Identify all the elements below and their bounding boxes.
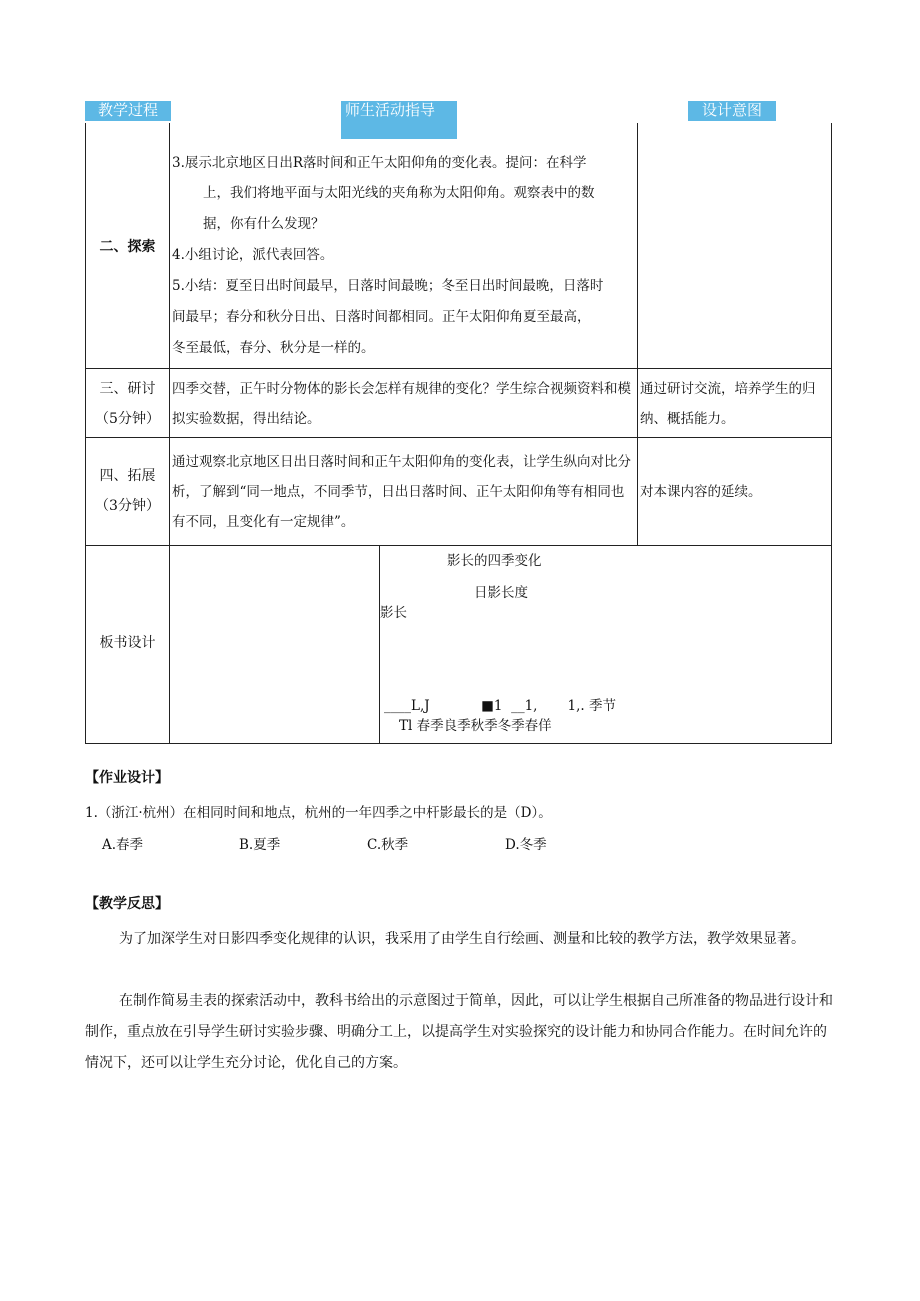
header-activity-guide: 师生活动指导 (341, 101, 457, 139)
reflection-heading: 【教学反思】 (85, 896, 169, 912)
discuss-activity: 四季交替，正午时分物体的影长会怎样有规律的变化？学生综合视频资料和模拟实验数据，得出结论。 (172, 381, 631, 427)
board-subtitle: 日影长度 (474, 585, 528, 601)
discuss-intent: 通过研讨交流，培养学生的归纳、概括能力。 (640, 381, 816, 427)
stage-explore: 二、探索 (99, 239, 156, 255)
board-axis-line: ____L,J ■1 __1, 1,. 季节 (384, 698, 616, 714)
stage-extend-title: 四、拓展 (99, 468, 156, 484)
reflection-paragraph-2: 在制作简易圭表的探索活动中，教科书给出的示意图过于简单，因此，可以让学生根据自己所准备的物品进行设计和制作，重点放在引导学生研讨实验步骤、明确分工上，以提高学生对实验探究的设计能力和协同合作能力。在时间允许的情况下，还可以让学生充分讨论，优化自己的方案。 (85, 993, 833, 1071)
option-a: A.春季 (102, 837, 144, 853)
reflection-paragraph-1: 为了加深学生对日影四季变化规律的认识，我采用了由学生自行绘画、测量和比较的教学方法，教学效果显著。 (119, 931, 805, 947)
explore-line-2: 上，我们将地平面与太阳光线的夹角称为太阳仰角。观察表中的数 (203, 185, 595, 201)
stage-extend (86, 461, 169, 521)
header-teaching-process: 教学过程 (85, 101, 171, 121)
header-design-intent: 设计意图 (688, 101, 776, 121)
board-seasons: Tl 春季良季秋季冬季春佯 (399, 718, 552, 734)
homework-question: 1.（浙江·杭州）在相同时间和地点，杭州的一年四季之中杆影最长的是（D）。 (85, 805, 552, 821)
option-b: B.夏季 (239, 837, 281, 853)
stage-discuss (86, 374, 169, 434)
explore-line-3: 据，你有什么发现？ (203, 216, 325, 232)
explore-line-1: 3.展示北京地区日出R落时间和正午太阳仰角的变化表。提问：在科学 (172, 155, 587, 171)
option-c: C.秋季 (367, 837, 409, 853)
explore-line-5: 5.小结：夏至日出时间最早，日落时间最晚；冬至日出时间最晚，日落时 (172, 278, 604, 294)
homework-heading: 【作业设计】 (85, 770, 169, 786)
board-title: 影长的四季变化 (447, 553, 542, 569)
board-ylabel: 影长 (380, 605, 407, 621)
extend-intent: 对本课内容的延续。 (640, 484, 762, 500)
explore-line-4: 4.小组讨论，派代表回答。 (172, 247, 334, 263)
stage-discuss-time: （5分钟） (95, 411, 160, 427)
stage-discuss-title: 三、研讨 (99, 381, 156, 397)
option-d: D.冬季 (505, 837, 547, 853)
stage-extend-time: （3分钟） (95, 498, 160, 514)
explore-line-6: 间最早；春分和秋分日出、日落时间都相同。正午太阳仰角夏至最高， (172, 309, 591, 325)
stage-board-design: 板书设计 (99, 635, 156, 651)
extend-activity: 通过观察北京地区日出日落时间和正午太阳仰角的变化表，让学生纵向对比分析，了解到“同一地点，不同季节，日出日落时间、正午太阳仰角等有相同也有不同，且变化有一定规律”。 (172, 454, 631, 530)
explore-line-7: 冬至最低，春分、秋分是一样的。 (172, 340, 375, 356)
